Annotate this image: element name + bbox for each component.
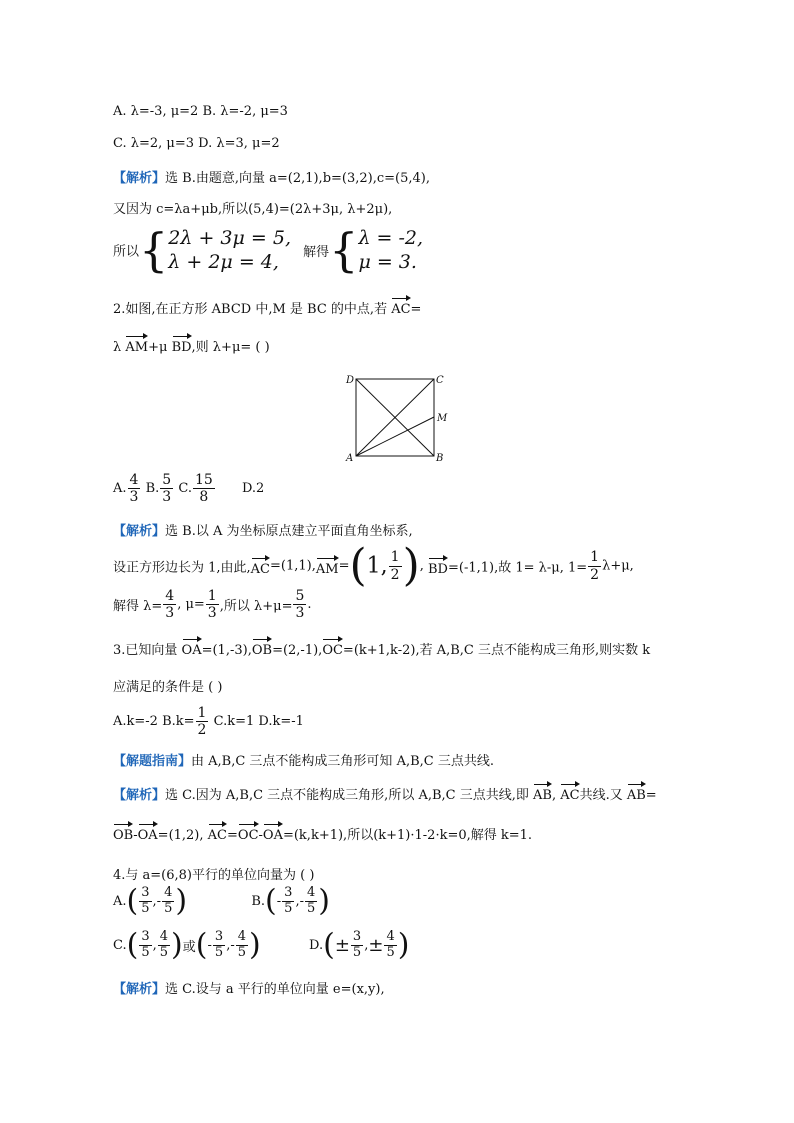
- q2-eq: =: [410, 302, 422, 317]
- vec-oa: OA: [138, 822, 158, 842]
- left-paren: (: [195, 927, 208, 963]
- q3-part-oc: =(k+1,k-2),若 A,B,C 三点不能构成三角形,则实数 k: [342, 643, 651, 658]
- left-paren: (: [349, 540, 367, 591]
- fraction: $\frac{4}{5}$: [386, 929, 395, 960]
- fraction: $\frac{5}{3}$: [162, 472, 172, 506]
- label-d: D: [346, 375, 355, 386]
- q4-solution: [113, 978, 385, 997]
- right-paren: ): [397, 927, 410, 963]
- q3-sol1-eq: =: [645, 788, 657, 803]
- q2-sol3-d: .: [307, 597, 312, 613]
- analysis-tag: 【解析】: [113, 982, 166, 997]
- comma: ,: [226, 937, 231, 953]
- fraction: $\frac{4}{3}$: [129, 472, 139, 506]
- vec-ob: OB: [252, 637, 272, 657]
- q1-system: [113, 223, 424, 277]
- vec-ob: OB: [113, 822, 133, 842]
- analysis-tag: 【解析】: [113, 788, 166, 803]
- q4-options-ab: [113, 883, 330, 919]
- minus: -: [156, 893, 162, 909]
- q2-sol2-bd: =(-1,1),故 1= λ-μ, 1=: [447, 560, 588, 576]
- fraction: $\frac{4}{5}$: [237, 929, 247, 960]
- right-paren: ): [175, 883, 188, 919]
- q4-options-cd: [113, 927, 410, 963]
- label-a: A: [346, 453, 354, 464]
- q2-solution-line2: [113, 540, 634, 591]
- q2-am-x: 1,: [366, 553, 388, 579]
- fraction: $\frac{4}{5}$: [307, 885, 316, 916]
- comma: ,: [364, 937, 369, 953]
- fraction: $\frac{1}{2}$: [197, 705, 207, 739]
- comma: ,: [295, 893, 300, 909]
- fraction: $\frac{5}{3}$: [295, 588, 305, 622]
- comma: ,: [152, 937, 157, 953]
- q3-options: [113, 705, 304, 738]
- q2-stem-c: +μ: [148, 340, 172, 355]
- q4-opt-d: D.: [309, 937, 324, 953]
- q1-options-ab: A. λ=-3, μ=2 B. λ=-2, μ=3: [113, 104, 288, 119]
- left-paren: (: [323, 927, 335, 963]
- minus: -: [258, 828, 263, 843]
- q2-solution-line1: [113, 520, 413, 539]
- q1-results: [358, 226, 423, 274]
- vec-am: AM: [125, 334, 148, 354]
- fraction: $\frac{4}{5}$: [164, 885, 173, 916]
- q4-stem: 4.与 a=(6,8)平行的单位向量为 ( ): [113, 868, 315, 883]
- q1-solution-line2: 又因为 c=λa+μb,所以(5,4)=(2λ+3μ, λ+2μ),: [113, 202, 393, 217]
- q2-opt-d: D.2: [241, 481, 265, 497]
- q3-guide-text: 由 A,B,C 三点不能构成三角形可知 A,B,C 三点共线.: [191, 754, 494, 769]
- fraction: $\frac{3}{5}$: [141, 929, 150, 960]
- q2-opt-a: A.: [113, 481, 127, 497]
- q2-options: [113, 472, 264, 505]
- label-m: M: [437, 413, 448, 424]
- minus: -: [230, 937, 235, 953]
- vec-bd: BD: [428, 556, 448, 576]
- left-brace: {: [329, 223, 359, 277]
- q1-jiede: 解得: [303, 244, 330, 260]
- q4-sol: 选 C.设与 a 平行的单位向量 e=(x,y),: [165, 982, 385, 997]
- minus: -: [299, 893, 304, 909]
- right-paren: ): [402, 540, 420, 591]
- fraction: $\frac{4}{5}$: [159, 929, 169, 960]
- q2-sol2-a: 设正方形边长为 1,由此,: [113, 560, 251, 576]
- q4-opt-a: A.: [113, 893, 127, 909]
- q2-stem-line1: [113, 296, 421, 317]
- q3-solution-line1: [113, 782, 657, 803]
- vec-oc: OC: [238, 822, 259, 842]
- q1-res1: λ = -2,: [358, 227, 424, 249]
- q2-stem-d: ,则 λ+μ= ( ): [191, 340, 270, 355]
- q2-sol3-c: ,所以 λ+μ=: [219, 599, 293, 615]
- vec-oa: OA: [182, 637, 202, 657]
- q3-sol2-a: =(1,2),: [157, 828, 208, 843]
- fraction: $\frac{1}{2}$: [390, 549, 400, 583]
- q2-sep: ,: [419, 558, 428, 574]
- left-brace: {: [139, 223, 169, 277]
- q1-sol1: 选 B.由题意,向量 a=(2,1),b=(3,2),c=(5,4),: [165, 171, 430, 186]
- vec-bd: BD: [172, 334, 192, 354]
- q3-stem-line1: [113, 637, 650, 658]
- vec-oa: OA: [263, 822, 283, 842]
- fraction: $\frac{3}{5}$: [141, 885, 150, 916]
- comma: ,: [152, 893, 157, 909]
- vec-am: AM: [316, 556, 339, 576]
- left-paren: (: [265, 883, 277, 919]
- minus: -: [133, 828, 138, 843]
- guide-tag: 【解题指南】: [113, 754, 192, 769]
- q4-opt-b: B.: [251, 893, 266, 909]
- right-paren: ): [318, 883, 330, 919]
- left-paren: (: [126, 883, 139, 919]
- q3-sol2-b: =(k,k+1),所以(k+1)·1-2·k=0,解得 k=1.: [282, 828, 533, 843]
- q3-part-oa: =(1,-3),: [201, 643, 252, 658]
- right-paren: ): [249, 927, 261, 963]
- fraction: $\frac{1}{3}$: [207, 588, 217, 622]
- q1-suoyi: 所以: [113, 244, 140, 260]
- vec-ac: AC: [560, 782, 579, 802]
- fraction: $\frac{3}{5}$: [284, 885, 293, 916]
- q2-sol1: 选 B.以 A 为坐标原点建立平面直角坐标系,: [165, 524, 413, 539]
- label-b: B: [436, 453, 444, 464]
- segment-am: [356, 417, 434, 456]
- q3-stem-a: 3.已知向量: [113, 643, 182, 658]
- or-text: 或: [182, 939, 196, 955]
- q1-options-cd: C. λ=2, μ=3 D. λ=3, μ=2: [113, 136, 280, 151]
- q1-equations: [168, 226, 291, 274]
- fraction: $\frac{1}{2}$: [590, 549, 600, 583]
- q2-solution-line3: [113, 588, 312, 621]
- q3-stem-line2: 应满足的条件是 ( ): [113, 680, 223, 695]
- minus: -: [207, 937, 212, 953]
- q3-guide: [113, 750, 494, 769]
- q4-opt-c: C.: [113, 937, 127, 953]
- comma: ,: [551, 788, 561, 803]
- q1-solution-line1: [113, 167, 430, 186]
- q3-opt-a: A.k=-2 B.k=: [113, 714, 195, 730]
- left-paren: (: [126, 927, 139, 963]
- q3-opt-rest: C.k=1 D.k=-1: [209, 714, 304, 730]
- q2-sol3-a: 解得 λ=: [113, 599, 163, 615]
- q2-sol2-ac: =(1,1),: [270, 558, 316, 574]
- q2-opt-b: B.: [145, 481, 160, 497]
- vec-oc: OC: [322, 637, 343, 657]
- minus: -: [276, 893, 282, 909]
- fraction: $\frac{15}{8}$: [194, 472, 213, 506]
- label-c: C: [436, 375, 444, 386]
- q2-sol3-b: , μ=: [177, 597, 205, 613]
- vec-ac: AC: [251, 556, 270, 576]
- q2-stem-b: λ: [113, 340, 126, 355]
- q3-part-ob: =(2,-1),: [272, 643, 323, 658]
- q3-solution-line2: [113, 822, 532, 843]
- q1-res2: μ = 3.: [358, 251, 417, 273]
- q3-sol2-eq: =: [227, 828, 238, 843]
- plus-minus: ±: [334, 934, 350, 956]
- analysis-tag: 【解析】: [113, 524, 166, 539]
- vec-ab: AB: [533, 782, 552, 802]
- plus-minus: ±: [368, 934, 384, 956]
- q2-stem-line2: [113, 334, 270, 355]
- q3-sol1-b: 共线.又: [579, 788, 627, 803]
- q2-stem-a: 2.如图,在正方形 ABCD 中,M 是 BC 的中点,若: [113, 302, 392, 317]
- fraction: $\frac{3}{5}$: [352, 929, 362, 960]
- fraction: $\frac{4}{3}$: [165, 588, 175, 622]
- q2-sol2-am: =: [338, 558, 350, 574]
- vec-ac: AC: [391, 296, 410, 316]
- vec-ab: AB: [627, 782, 646, 802]
- right-paren: ): [171, 927, 183, 963]
- q1-eq2: λ + 2μ = 4,: [168, 251, 279, 273]
- square-figure: [342, 370, 457, 465]
- analysis-tag: 【解析】: [113, 171, 166, 186]
- q2-opt-c: C.: [178, 481, 192, 497]
- q1-eq1: 2λ + 3μ = 5,: [168, 227, 291, 249]
- q3-sol1-a: 选 C.因为 A,B,C 三点不能构成三角形,所以 A,B,C 三点共线,即: [165, 788, 533, 803]
- fraction: $\frac{3}{5}$: [214, 929, 224, 960]
- q2-sol2-tail: λ+μ,: [602, 558, 634, 574]
- vec-ac: AC: [208, 822, 227, 842]
